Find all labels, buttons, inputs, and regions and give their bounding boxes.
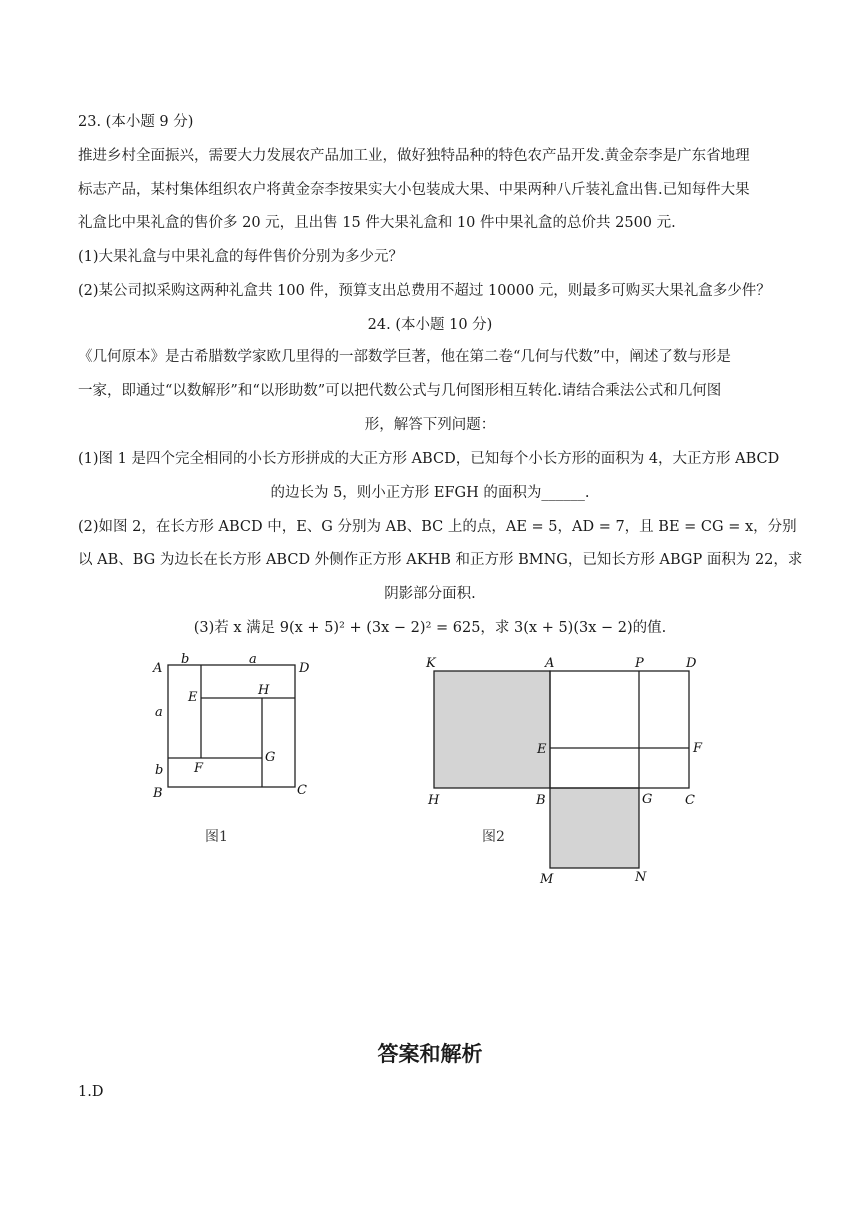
figure-2 (420, 652, 710, 887)
fig2-label-G: G (642, 792, 653, 807)
fig1-label-A: A (153, 661, 163, 676)
fig2-label-P: P (635, 656, 644, 671)
fig1-label-G: G (265, 750, 276, 765)
q24-subquestion-2b: 以 AB、BG 为边长在长方形 ABCD 外侧作正方形 AKHB 和正方形 BMNG，已知长方形 ABGP 面积为 22，求 (78, 552, 803, 568)
q23-subquestion-1: (1)大果礼盒与中果礼盒的每件售价分别为多少元？ (78, 249, 404, 265)
fig2-label-C: C (685, 793, 695, 808)
fig1-label-top-b: b (181, 652, 190, 667)
q24-subquestion-1a: (1)图 1 是四个完全相同的小长方形拼成的大正方形 ABCD，已知每个小长方形的面积为 4，大正方形 ABCD (78, 451, 780, 467)
fig1-outer-square (168, 665, 295, 787)
answer-1: 1.D (78, 1084, 104, 1100)
fig2-label-M: M (540, 872, 554, 887)
q23-paragraph-line-3: 礼盒比中果礼盒的售价多 20 元，且出售 15 件大果礼盒和 10 件中果礼盒的总价共 2500 元. (78, 215, 676, 231)
q24-paragraph-line-1: 《几何原本》是古希腊数学家欧几里得的一部数学巨著，他在第二卷“几何与代数”中，阐述了数与形是 (78, 349, 731, 365)
fig2-label-B: B (536, 793, 546, 808)
fig2-caption: 图2 (482, 829, 505, 845)
fig2-label-H: H (428, 793, 440, 808)
fig1-label-D: D (299, 661, 310, 676)
fig1-label-C: C (297, 783, 307, 798)
q24-subquestion-2a: (2)如图 2，在长方形 ABCD 中，E、G 分别为 AB、BC 上的点，AE = 5，AD = 7，且 BE = CG = x，分别 (78, 519, 797, 535)
fig2-label-F: F (693, 741, 703, 756)
fig1-label-left-b: b (155, 763, 164, 778)
fig2-label-K: K (426, 656, 436, 671)
fig1-label-top-a: a (249, 652, 257, 667)
q24-paragraph-line-3: 形，解答下列问题： (364, 417, 496, 433)
fig2-shaded-square-AKHB (434, 671, 550, 788)
q24-subquestion-2c: 阴影部分面积. (384, 586, 476, 602)
fig2-shaded-square-BMNG (550, 788, 639, 868)
q23-paragraph-line-2: 标志产品，某村集体组织农户将黄金奈李按果实大小包装成大果、中果两种八斤装礼盒出售.已知每件大果 (78, 182, 750, 198)
q24-subquestion-3: (3)若 x 满足 9(x + 5)² + (3x − 2)² = 625，求 3(x + 5)(3x − 2)的值. (193, 620, 667, 636)
q24-paragraph-line-2: 一家，即通过“以数解形”和“以形助数”可以把代数公式与几何图形相互转化.请结合乘法公式和几何图 (78, 383, 722, 399)
fig2-rectangle-ABCD (550, 671, 689, 788)
fig1-caption: 图1 (205, 829, 228, 845)
q23-paragraph-line-1: 推进乡村全面振兴，需要大力发展农产品加工业，做好独特品种的特色农产品开发.黄金奈李是广东省地理 (78, 148, 750, 164)
figure-1 (145, 650, 325, 800)
fig2-label-D: D (686, 656, 697, 671)
q23-title: 23. (本小题 9 分) (78, 114, 194, 130)
q24-subquestion-1b: 的边长为 5，则小正方形 EFGH 的面积为______. (270, 485, 590, 501)
fig1-label-H: H (258, 683, 270, 698)
fig1-label-left-a: a (155, 705, 163, 720)
fig2-label-A: A (545, 656, 555, 671)
fig1-label-B: B (153, 786, 163, 801)
fig2-label-E: E (537, 742, 547, 757)
q24-title: 24. (本小题 10 分) (367, 317, 493, 333)
q23-subquestion-2: (2)某公司拟采购这两种礼盒共 100 件，预算支出总费用不超过 10000 元，则最多可购买大果礼盒多少件？ (78, 283, 771, 299)
fig2-label-N: N (635, 870, 647, 885)
fig1-label-F: F (194, 761, 204, 776)
answers-heading: 答案和解析 (377, 1042, 483, 1066)
fig1-label-E: E (188, 690, 198, 705)
